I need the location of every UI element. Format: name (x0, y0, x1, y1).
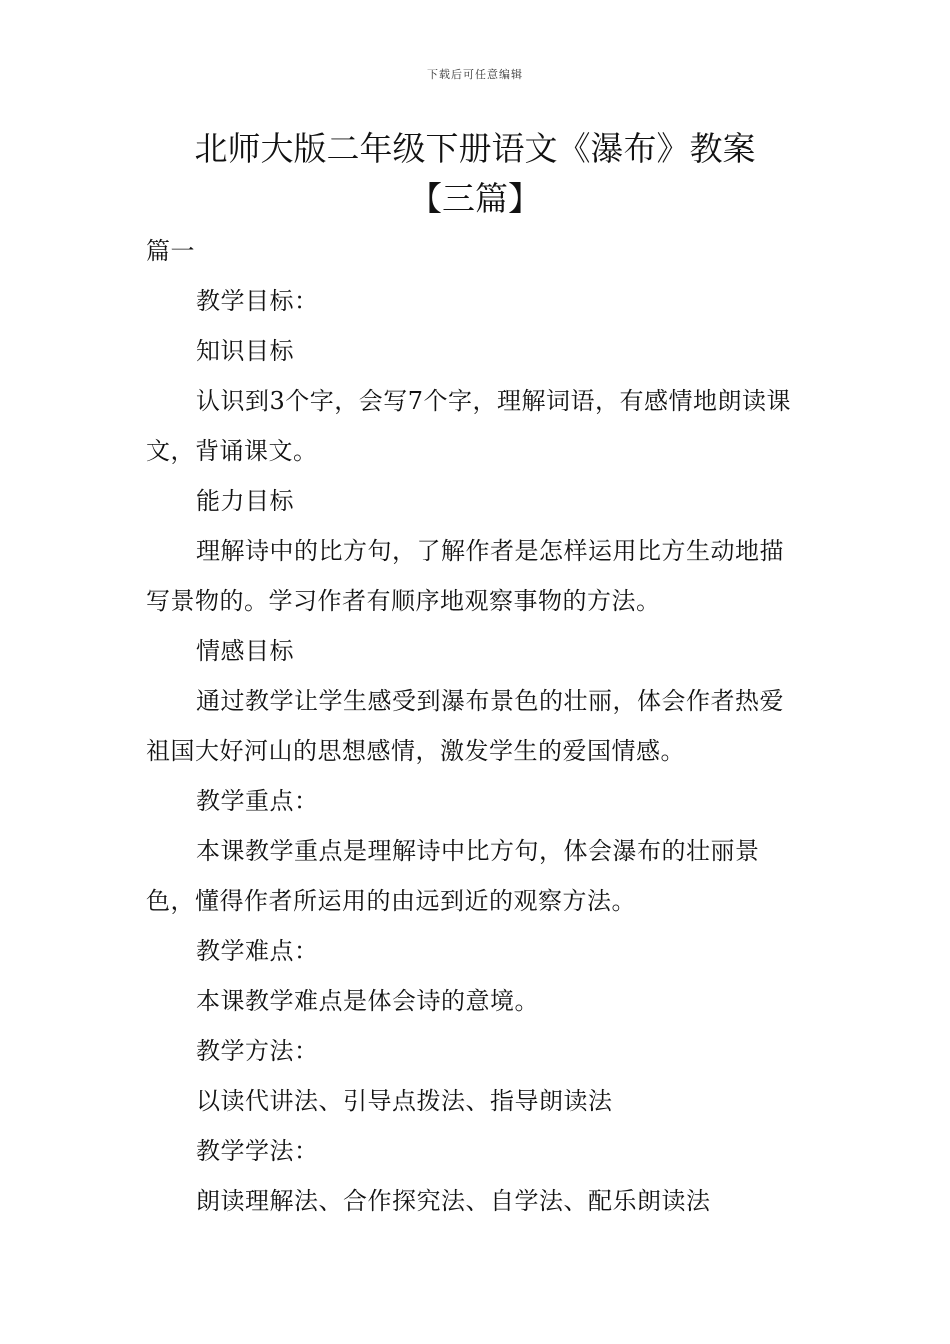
page-header-note: 下载后可任意编辑 (427, 68, 523, 81)
paragraph-learning-methods-text: 朗读理解法、合作探究法、自学法、配乐朗读法 (196, 1187, 711, 1215)
section-heading: 篇一 (146, 237, 195, 265)
document-title (100, 124, 850, 224)
paragraph-key-points: 教学重点： (196, 787, 319, 815)
title-line-1: 北师大版二年级下册语文《瀑布》教案 (194, 129, 756, 168)
document-body (146, 226, 806, 1226)
paragraph-difficulty: 教学难点： (196, 937, 319, 965)
paragraph-emotion-goal: 情感目标 (196, 637, 294, 665)
paragraph-methods: 教学方法： (196, 1037, 319, 1065)
title-line-2: 【三篇】 (409, 179, 541, 218)
paragraph-teaching-goals: 教学目标： (196, 287, 319, 315)
paragraph-ability-goal: 能力目标 (196, 487, 294, 515)
paragraph-emotion-text: 通过教学让学生感受到瀑布景色的壮丽，体会作者热爱祖国大好河山的思想感情，激发学生的爱国情感。 (146, 687, 784, 765)
paragraph-ability-text: 理解诗中的比方句，了解作者是怎样运用比方生动地描写景物的。学习作者有顺序地观察事物的方法。 (146, 537, 784, 615)
paragraph-key-points-text: 本课教学重点是理解诗中比方句，体会瀑布的壮丽景色，懂得作者所运用的由远到近的观察方法。 (146, 837, 760, 915)
paragraph-knowledge-goal: 知识目标 (196, 337, 294, 365)
paragraph-difficulty-text: 本课教学难点是体会诗的意境。 (196, 987, 539, 1015)
paragraph-learning-methods: 教学学法： (196, 1137, 319, 1165)
paragraph-methods-text: 以读代讲法、引导点拨法、指导朗读法 (196, 1087, 613, 1115)
paragraph-knowledge-text: 认识到3个字，会写7个字，理解词语，有感情地朗读课文，背诵课文。 (146, 387, 792, 465)
